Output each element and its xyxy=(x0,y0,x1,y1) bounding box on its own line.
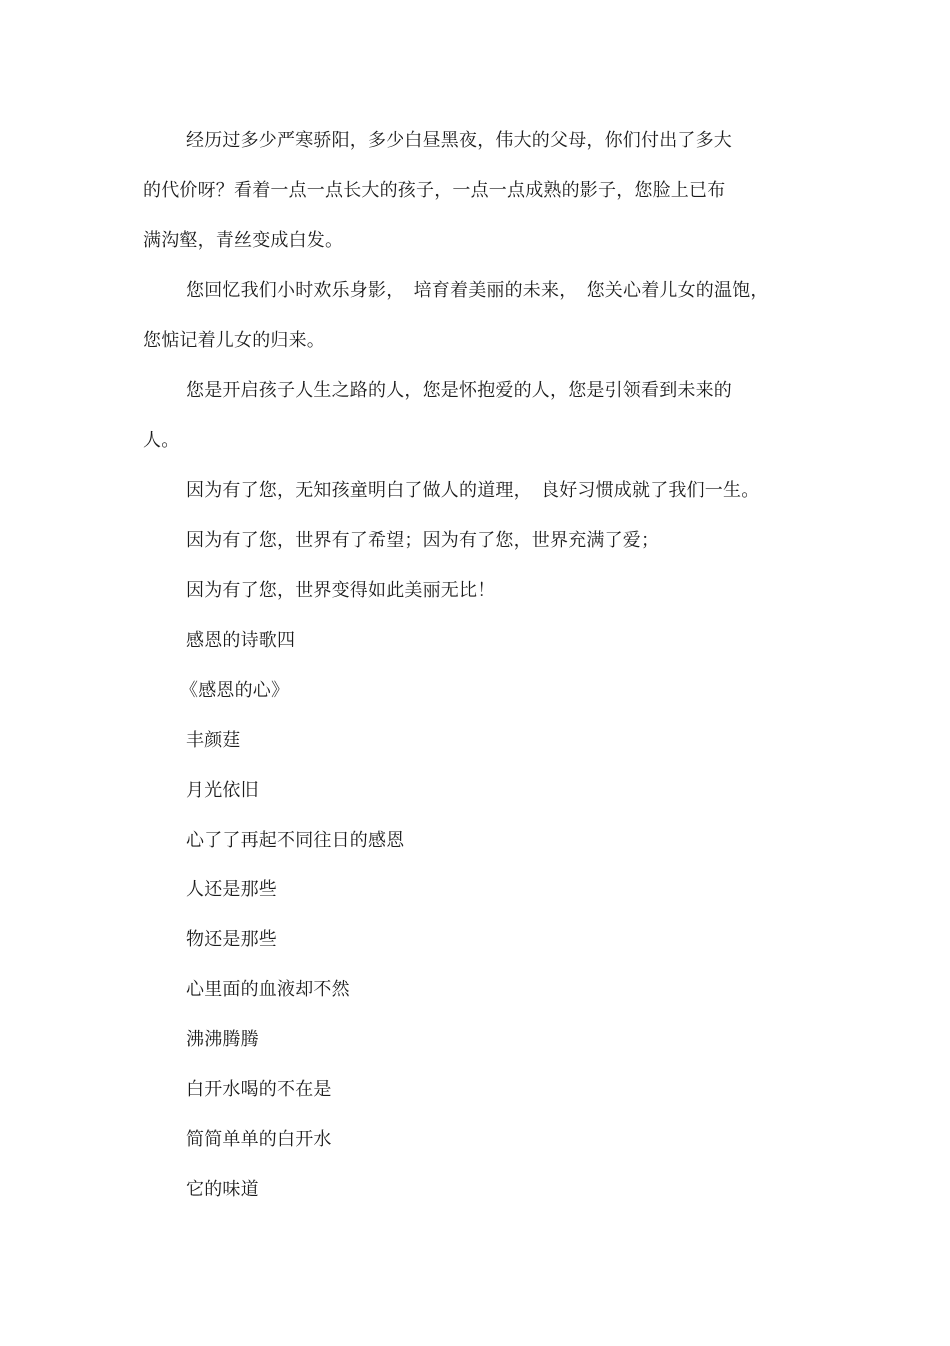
poem-verse: 简简单单的白开水 xyxy=(186,1129,332,1150)
poem-heading: 感恩的诗歌四 xyxy=(186,630,296,651)
paragraph-2-line-1: 您回忆我们小时欢乐身影， 培育着美丽的未来， 您关心着儿女的温饱， xyxy=(186,280,769,301)
poem-verse: 心里面的血液却不然 xyxy=(186,979,350,1000)
poem-verse: 心了了再起不同往日的感恩 xyxy=(186,830,405,851)
poem-verse: 物还是那些 xyxy=(186,929,277,950)
poem-verse: 它的味道 xyxy=(186,1179,259,1200)
paragraph-1-line-1: 经历过多少严寒骄阳，多少白昼黑夜，伟大的父母，你们付出了多大 xyxy=(186,130,732,151)
paragraph-3-line-1: 您是开启孩子人生之路的人，您是怀抱爱的人，您是引领看到未来的 xyxy=(186,380,732,401)
poem-verse: 沸沸腾腾 xyxy=(186,1029,259,1050)
paragraph-4-line-1: 因为有了您，无知孩童明白了做人的道理， 良好习惯成就了我们一生。 xyxy=(186,480,760,501)
poem-verse: 白开水喝的不在是 xyxy=(186,1079,332,1100)
paragraph-6-line-1: 因为有了您，世界变得如此美丽无比！ xyxy=(186,580,496,601)
poem-title: 《感恩的心》 xyxy=(180,680,290,701)
poem-author: 丰颜莛 xyxy=(186,730,241,751)
paragraph-2-line-2: 您惦记着儿女的归来。 xyxy=(143,330,325,351)
poem-verse: 月光依旧 xyxy=(186,780,259,801)
poem-verse: 人还是那些 xyxy=(186,879,277,900)
paragraph-3-line-2: 人。 xyxy=(143,430,180,451)
paragraph-5-line-1: 因为有了您，世界有了希望；因为有了您，世界充满了爱； xyxy=(186,530,660,551)
paragraph-1-line-3: 满沟壑，青丝变成白发。 xyxy=(143,230,344,251)
paragraph-1-line-2: 的代价呀？看着一点一点长大的孩子，一点一点成熟的影子，您脸上已布 xyxy=(143,180,726,201)
